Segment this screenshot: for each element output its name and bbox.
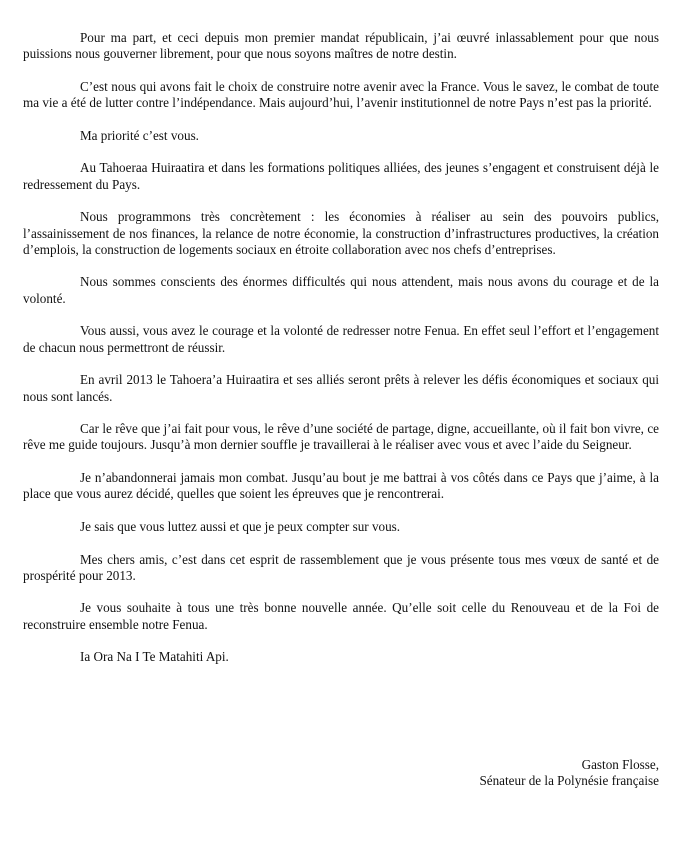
paragraph-count-on-you: Je sais que vous luttez aussi et que je peux compter sur vous. [80, 518, 401, 534]
paragraph-dream: Car le rêve que j’ai fait pour vous, le rêve d’une société de partage, digne, accueillante, où il fait bon vivre, ce rêve me guide toujours. Jusqu’à mon dernier souffle je travaillerai à le réaliser avec vous et avec l’aide du Seigneur. [23, 421, 659, 453]
signature-title: Sénateur de la Polynésie française [479, 773, 659, 789]
paragraph-courage: Vous aussi, vous avez le courage et la volonté de redresser notre Fenua. En effet seul l’effort et l’engagement de chacun nous permettront de réussir. [23, 323, 659, 355]
paragraph-tahoeraa-youth: Au Tahoeraa Huiraatira et dans les formations politiques alliées, des jeunes s’engagent et construisent déjà le redressement du Pays. [23, 160, 659, 192]
letter-body [23, 30, 659, 682]
paragraph-wishes: Mes chers amis, c’est dans cet esprit de rassemblement que je vous présente tous mes vœux de santé et de prospérité pour 2013. [23, 551, 659, 583]
paragraph-priority: Ma priorité c’est vous. [80, 127, 199, 143]
paragraph-april-2013: En avril 2013 le Tahoera’a Huiraatira et ses alliés seront prêts à relever les défis économiques et sociaux qui nous sont lancés. [23, 372, 659, 404]
paragraph-france-choice: C’est nous qui avons fait le choix de construire notre avenir avec la France. Vous le savez, le combat de toute ma vie a été de lutter contre l’indépendance. Mais aujourd’hui, l’avenir institutionnel de notre Pays n’est pas la priorité. [23, 78, 659, 111]
paragraph-combat: Je n’abandonnerai jamais mon combat. Jusqu’au bout je me battrai à vos côtés dans ce Pays que j’aime, à la place que vous aurez décidé, quelles que soient les épreuves que je rencontrerai. [23, 470, 659, 502]
paragraph-greeting: Ia Ora Na I Te Matahiti Api. [80, 649, 229, 665]
paragraph-mandate: Pour ma part, et ceci depuis mon premier mandat républicain, j’ai œuvré inlassablement pour que nous puissions nous gouverner librement, pour que nous soyons maîtres de notre destin. [23, 30, 659, 62]
paragraph-new-year: Je vous souhaite à tous une très bonne nouvelle année. Qu’elle soit celle du Renouveau et de la Foi de reconstruire ensemble notre Fenua. [23, 600, 659, 632]
paragraph-program: Nous programmons très concrètement : les économies à réaliser au sein des pouvoirs publics, l’assainissement de nos finances, la relance de notre économie, la construction d’infrastructures productives, la création d’emplois, la construction de logements sociaux en étroite collaboration avec nos chefs d’entreprises. [23, 209, 659, 257]
signature-block [479, 757, 659, 790]
signature-name: Gaston Flosse, [581, 757, 659, 772]
paragraph-difficulties: Nous sommes conscients des énormes difficultés qui nous attendent, mais nous avons du courage et de la volonté. [23, 274, 659, 306]
